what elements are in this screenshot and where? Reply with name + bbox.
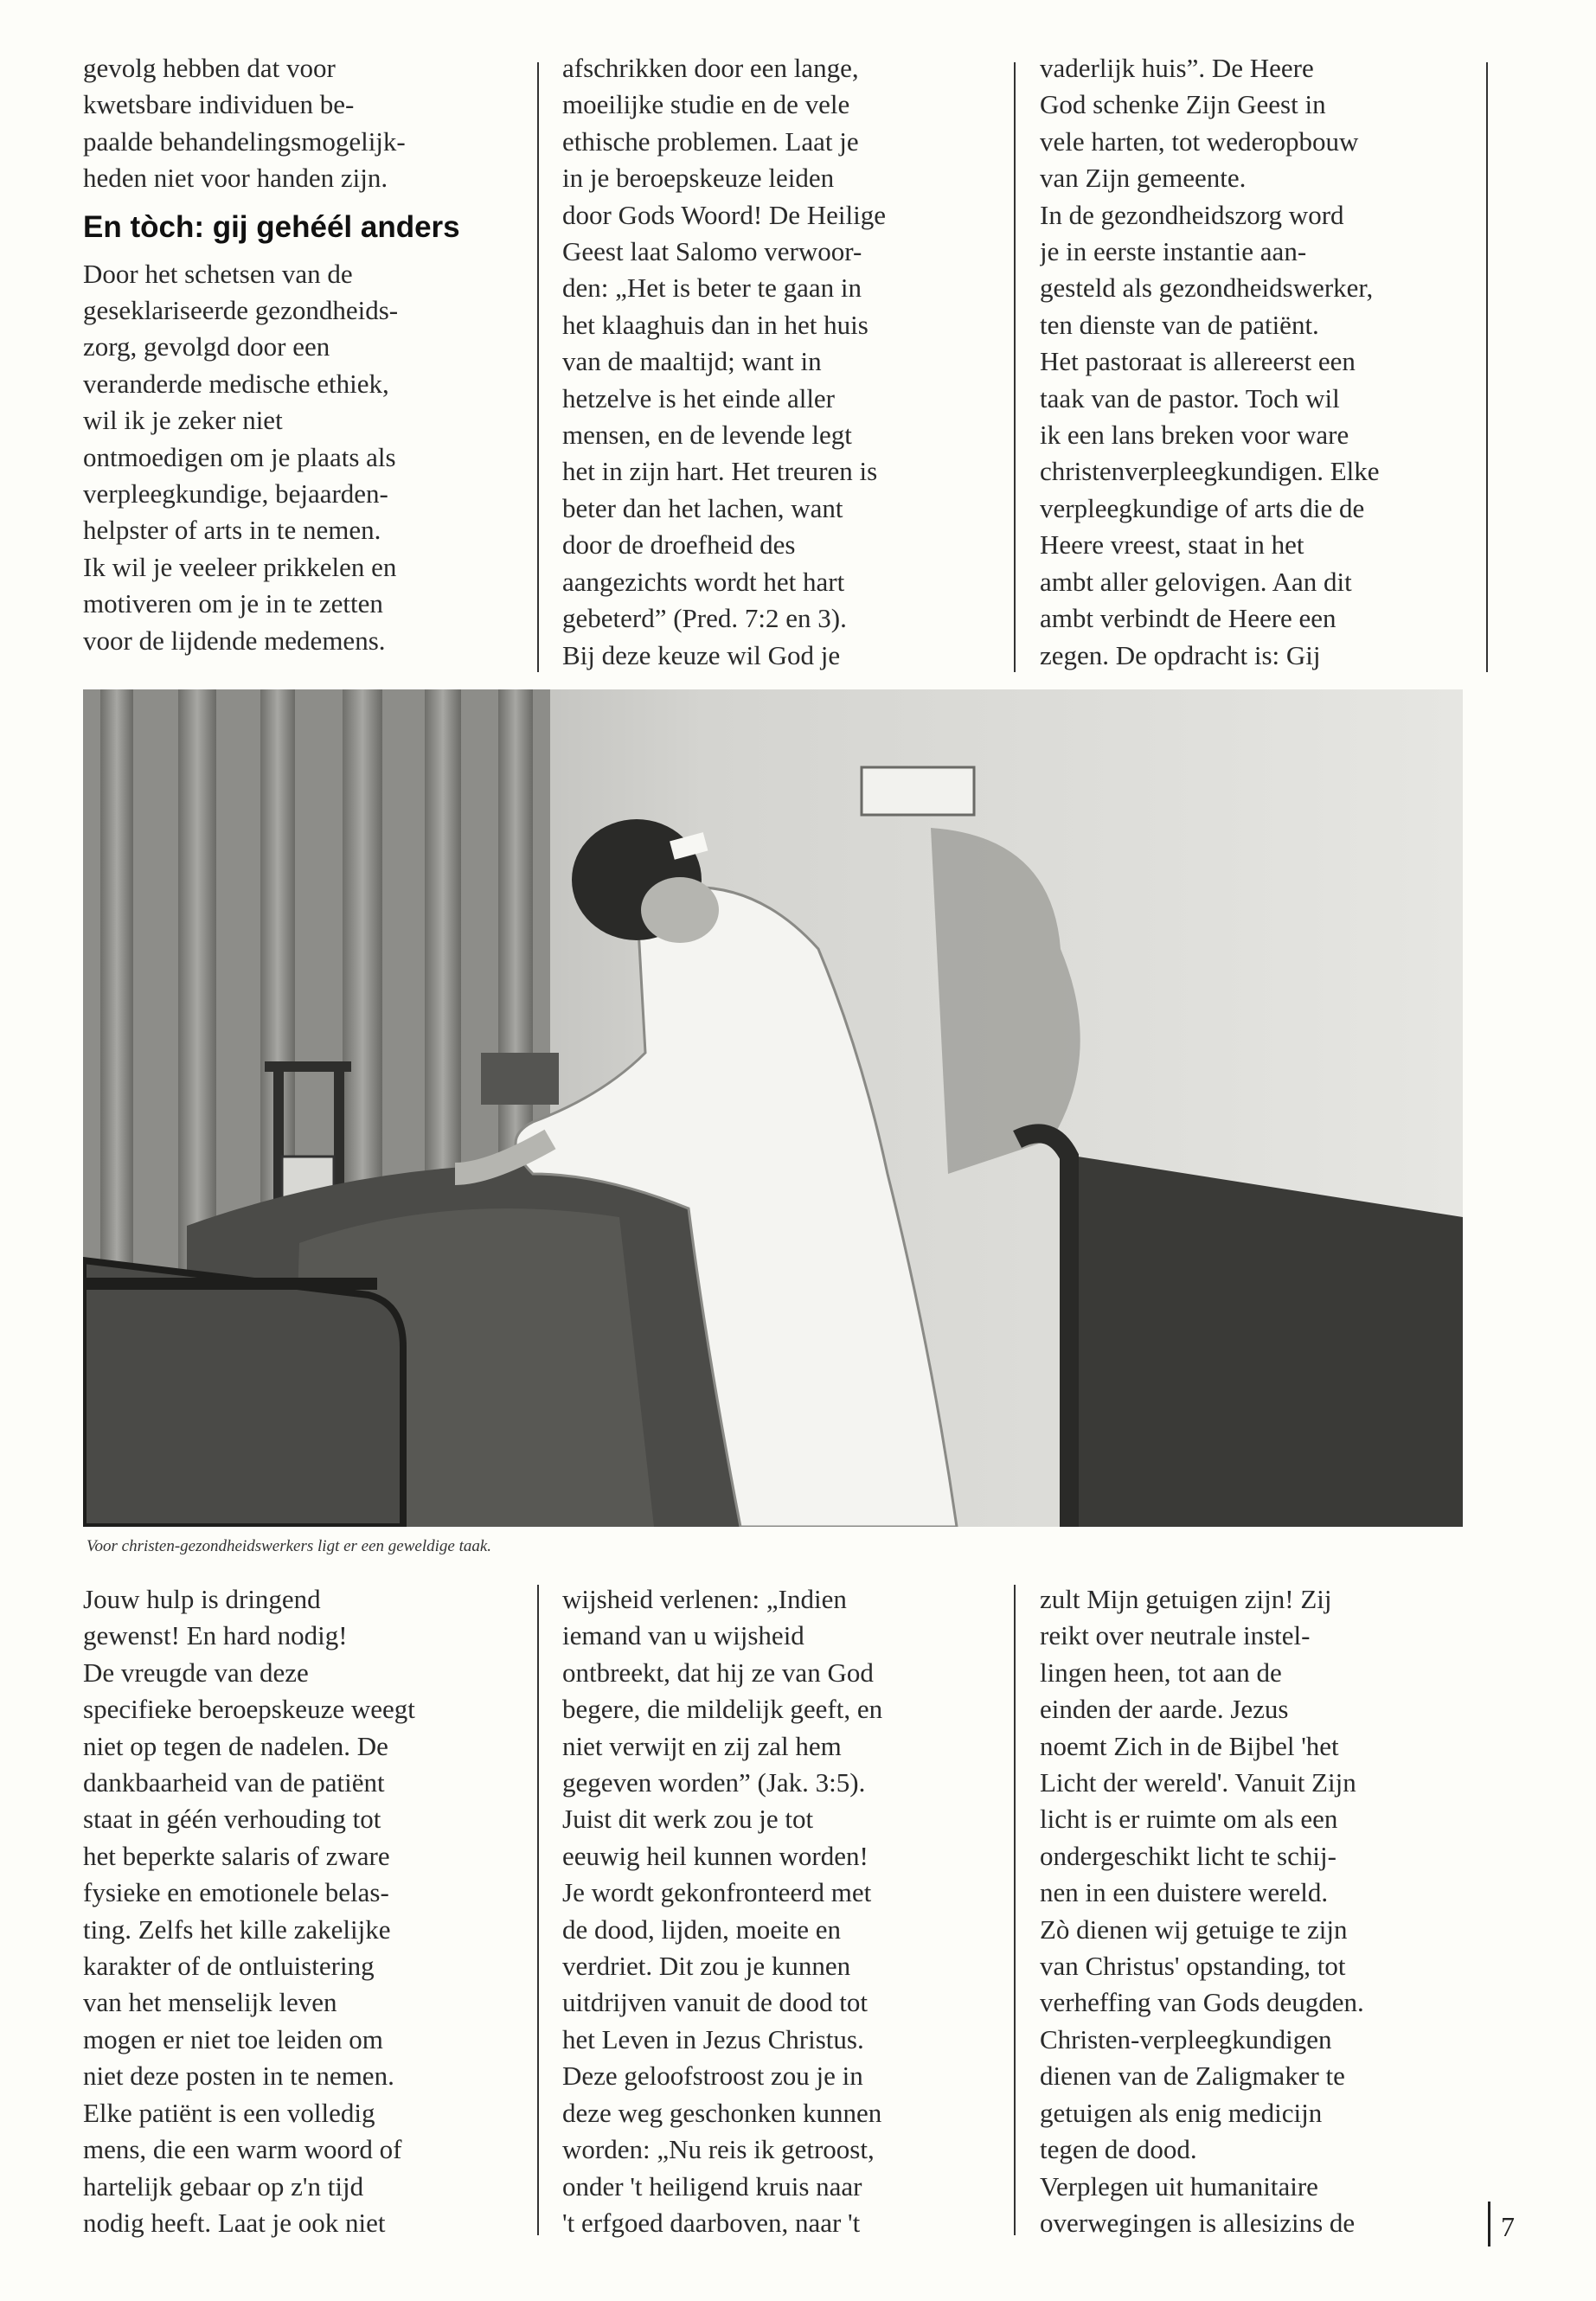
wall-lamp: [862, 767, 974, 815]
top-column-3-body: vaderlijk huis”. De Heere God schenke Zijn Geest in vele harten, tot wederopbouw van Zijn gemeente. In de gezondheidszorg word je in eerste instantie aan- gesteld als gezondheidswerker, ten dienste van de patiënt. Het pastoraat is allereerst een taak van de pastor. Toch wil ik een lans breken voor ware christenverpleegkundigen. Elke verpleegkundige of arts die de Heere vreest, staat in het ambt aller gelovigen. Aan dit ambt verbindt de Heere een zegen. De opdracht is: Gij: [1040, 53, 1380, 670]
top-column-2-body: afschrikken door een lange, moeilijke studie en de vele ethische problemen. Laat je in je beroepskeuze leiden door Gods Woord! De Heilige Geest laat Salomo verwoor- den: „Het is beter te gaan in het klaaghuis dan in het huis van de maaltijd; want in hetzelve is het einde aller mensen, en de levende legt het in zijn hart. Het treuren is beter dan het lachen, want door de droefheid des aangezichts wordt het hart gebeterd” (Pred. 7:2 en 3). Bij deze keuze wil God je: [562, 53, 887, 670]
wall-panel: [1078, 1157, 1463, 1527]
bottom-column-3-body: zult Mijn getuigen zijn! Zij reikt over neutrale instel- lingen heen, tot aan de einden der aarde. Jezus noemt Zich in de Bijbel 'het Licht der wereld'. Vanuit Zijn licht is er ruimte om als een ondergeschikt licht te schij- nen in een duistere wereld. Zò dienen wij getuige te zijn van Christus' opstanding, tot verheffing van Gods deugden. Christen-verpleegkundigen dienen van de Zaligmaker te getuigen als enig medicijn tegen de dood. Verplegen uit humanitaire overwegingen is allesizins de: [1040, 1584, 1364, 2238]
section-heading: En tòch: gij gehéél anders: [83, 209, 460, 244]
page-number: 7: [1501, 2211, 1515, 2242]
page-number-rule: [1488, 2202, 1490, 2247]
column-divider: [1014, 62, 1016, 672]
top-column-2: [562, 50, 1003, 675]
top-column-3: [1040, 50, 1490, 675]
top-column-1-body: Door het schetsen van de geseklariseerde gezondheids- zorg, gevolgd door een veranderde medische ethiek, wil ik je zeker niet ontmoedigen om je plaats als verpleegkundige, bejaarden- helpster of arts in te nemen. Ik wil je veeleer prikkelen en motiveren om je in te zetten voor de lijdende medemens.: [83, 258, 399, 656]
bottom-column-2: [562, 1581, 1003, 2256]
column-divider: [537, 1585, 539, 2235]
bottom-column-3: [1040, 1581, 1490, 2256]
nurse-photo-illustration: [83, 689, 1463, 1527]
top-column-1-intro: gevolg hebben dat voor kwetsbare individuen be- paalde behandelingsmogelijk- heden niet voor handen zijn.: [83, 53, 406, 194]
page-edge-rule: [1486, 62, 1488, 672]
photo-caption: Voor christen-gezondheidswerkers ligt er een geweldige taak.: [87, 1537, 492, 1555]
column-divider: [537, 62, 539, 672]
bottom-column-1-body: Jouw hulp is dringend gewenst! En hard nodig! De vreugde van deze specifieke beroepskeuze weegt niet op tegen de nadelen. De dankbaarheid van de patiënt staat in géén verhouding tot het beperkte salaris of zware fysieke en emotionele belas- ting. Zelfs het kille zakelijke karakter of de ontluistering van het menselijk leven mogen er niet toe leiden om niet deze posten in te nemen. Elke patiënt is een volledig mens, die een warm woord of hartelijk gebaar op z'n tijd nodig heeft. Laat je ook niet: [83, 1584, 415, 2238]
top-column-1: [83, 50, 516, 675]
nurse-photo: [83, 689, 1463, 1527]
bottom-column-1: [83, 1581, 516, 2256]
bottom-column-2-body: wijsheid verlenen: „Indien iemand van u wijsheid ontbreekt, dat hij ze van God begere, die mildelijk geeft, en niet verwijt en zij zal hem gegeven worden” (Jak. 3:5). Juist dit werk zou je tot eeuwig heil kunnen worden! Je wordt gekonfronteerd met de dood, lijden, moeite en verdriet. Dit zou je kunnen uitdrijven vanuit de dood tot het Leven in Jezus Christus. Deze geloofstroost zou je in deze weg geschonken kunnen worden: „Nu reis ik getroost, onder 't heiligend kruis naar 't erfgoed daarboven, naar 't: [562, 1584, 883, 2238]
column-divider: [1014, 1585, 1016, 2235]
bed-frame: [83, 1260, 403, 1527]
